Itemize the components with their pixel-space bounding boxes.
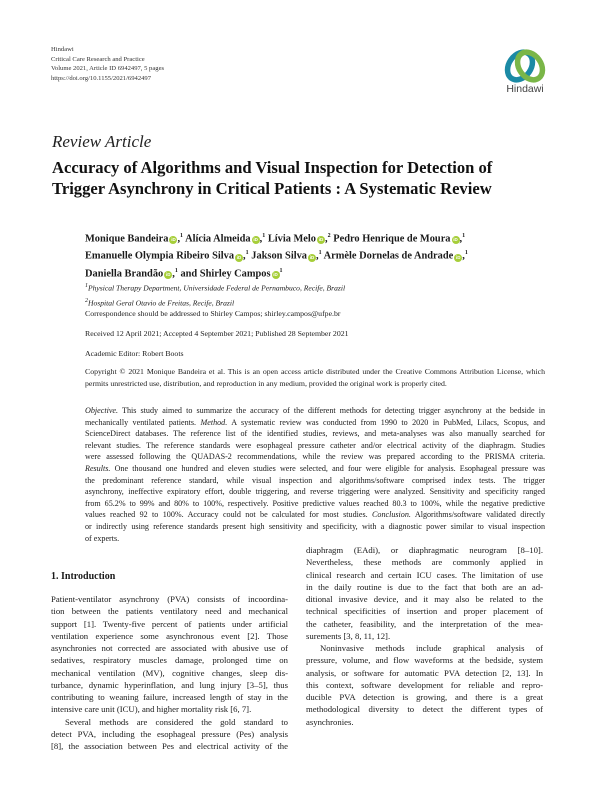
paragraph-line: intensive care unit (ICU), and higher mortality risk [6, 7]. [51, 704, 252, 715]
publication-dates: Received 12 April 2021; Accepted 4 September 2021; Published 28 September 2021 [85, 329, 349, 338]
paragraph-line: ventilation experience some asynchronous event [2]. Those [51, 630, 288, 641]
paragraph-line: technical specificities of insertion and proper placement of [306, 606, 543, 617]
paragraph-line: support [1]. Twenty-five percent of patients under artificial [51, 618, 288, 629]
logo-text: Hindawi [506, 83, 544, 95]
correspondence: Correspondence should be addressed to Shirley Campos; shirley.campos@ufpe.br [85, 309, 341, 318]
paragraph-line: clinical research and certain ICU cases. The limitation of use [306, 569, 543, 580]
affiliation-marker: 1 [464, 250, 468, 257]
orcid-icon[interactable]: iD [273, 272, 278, 278]
paragraph-line: the catheter, feasibility, and the interpretation of the mea- [306, 618, 543, 629]
abstract-text: A systematic review was conducted from 1990 to 2020 in PubMed, Lilacs, Scopus, and [227, 417, 545, 427]
author-name: Armèle Dornelas de Andrade [323, 250, 454, 262]
abstract-line [85, 463, 545, 475]
paragraph-line: analysis, or software for automatic PVA detection [2, 13]. In [306, 667, 543, 678]
affiliation-marker: 1 [262, 233, 266, 239]
abstract-text: asynchrony, ineffective expiratory effort, double triggering, and reverse triggering were analyzed. Sensitivity and specificity ranged [85, 487, 545, 497]
author-line: Emanuelle Olympia Ribeiro Silva iD ,$^1$ Jakson Silva iD ,$^1$ Armèle Dornelas de Andrade iD ,$^1$ [85, 250, 468, 262]
abstract-text: the predominant reference standard, while visual inspection and algorithms/software comprised index tests. The trigger [85, 475, 545, 485]
abstract-section-label: Results. [85, 463, 111, 473]
abstract-line [85, 440, 545, 452]
author-list [85, 229, 468, 281]
orcid-icon[interactable]: iD [171, 237, 176, 243]
author-name: Lívia Melo [267, 233, 317, 245]
orcid-icon[interactable]: iD [309, 254, 315, 260]
journal-header [51, 45, 164, 83]
author-name: Daniella Brandão [85, 268, 164, 280]
doi-link[interactable]: https://doi.org/10.1155/2021/6942497 [51, 74, 152, 82]
affiliation-marker: 1 [279, 267, 283, 274]
abstract-line [85, 475, 545, 487]
abstract-text: One thousand one hundred and eleven studies were selected, and four were eligible for analysis. Esophageal pressure was [110, 463, 545, 473]
paragraph-line: Patient-ventilator asynchrony (PVA) consists of incoordina- [51, 594, 288, 604]
publisher-name: Hindawi [51, 46, 74, 53]
abstract-line [85, 498, 545, 510]
paragraph-line: turbance, dynamic hyperinflation, and lung injury [3–5], thus [51, 679, 288, 690]
author-name: and Shirley Campos [180, 268, 271, 280]
orcid-icon[interactable]: iD [318, 237, 324, 243]
abstract-text: Algorithms/software validated directly [410, 510, 545, 520]
abstract-line [85, 486, 545, 498]
volume-info: Volume 2021, Article ID 6942497, 5 pages [51, 65, 165, 73]
abstract-line [85, 533, 545, 545]
abstract-text: This study aimed to summarize the accuracy of the different methods for detecting trigger asynchrony at the bedside in [118, 406, 545, 415]
abstract-section-label: Objective. [85, 406, 119, 415]
article-title [52, 157, 572, 199]
title-line: Accuracy of Algorithms and Visual Inspection for Detection of [52, 158, 493, 177]
paragraph-line: sedatives, respiratory muscles damage, prolonged time on [51, 655, 288, 666]
abstract [85, 405, 545, 544]
paragraph-line: this context, software development for reliable and repro- [306, 679, 543, 690]
abstract-line [85, 521, 545, 533]
abstract-text: mechanically ventilated patients. [85, 417, 201, 427]
abstract-line [85, 428, 545, 440]
paragraph-line: pressure, volume, and flow waveforms at the bedside, system [306, 655, 543, 666]
hindawi-logo [498, 48, 552, 100]
affiliation-marker: 1 [462, 233, 466, 239]
affiliation-marker: 1 [174, 267, 178, 274]
orcid-icon[interactable]: iD [455, 254, 461, 260]
affiliation-marker: 1 [180, 233, 184, 239]
paragraph-line: surements [3, 8, 11, 12]. [306, 630, 391, 641]
affiliation-marker: 2 [327, 233, 331, 239]
abstract-text: or indirectly using reference standards present high sensitivity and specificity, with a diagnostic power similar to visual inspection [85, 521, 545, 531]
orcid-icon[interactable]: iD [236, 254, 242, 260]
abstract-line [85, 509, 545, 521]
author-name: Monique Bandeira [85, 233, 169, 245]
copyright-notice: Copyright © 2021 Monique Bandeira et al. This is an open access article distributed under the Creative Commons Attribution License, which permits unrestricted use, distribution, and reproduction in any medium, provided the original work is properly cited. [85, 367, 545, 388]
orcid-icon[interactable]: iD [453, 237, 458, 243]
paragraph-line: tion between the patients ventilatory need and mechanical [51, 606, 288, 617]
body-column-right [306, 544, 543, 728]
affiliation: $^1$Physical Therapy Department, Universidade Federal de Pernambuco, Recife, Brazil [85, 283, 346, 293]
hindawi-rings-icon [498, 48, 552, 84]
paragraph-line: Noninvasive methods include graphical analysis of [320, 643, 543, 653]
abstract-section-label: Method. [200, 417, 228, 427]
body-column-left [51, 593, 288, 752]
abstract-text: of experts. [85, 533, 120, 543]
abstract-text: from 65.2% to 99% and 80% to 100%, respectively. Positive predictive values reached 80.3 to 100%, while the negative predictive [85, 498, 545, 508]
affiliations [85, 280, 345, 309]
paragraph-line: Nevertheless, these methods are commonly applied in [306, 557, 543, 568]
paragraph-line: [8], the association between Pes and electrical activity of the [51, 741, 288, 751]
abstract-text: values reached 92 to 100%. Accuracy could not be calculated for most studies. [85, 510, 373, 520]
author-name: Alícia Almeida [185, 233, 251, 245]
paragraph-line: mechanical ventilation (MV), cognitive changes, sleep dis- [51, 667, 288, 678]
paragraph-line: methodological diversity to detect the different types of [306, 704, 543, 715]
paragraph-line: asynchronies not corrected are associated with abusive use of [51, 643, 288, 653]
title-line: Trigger Asynchrony in Critical Patients : A Systematic Review [52, 179, 492, 198]
affiliation-marker: 1 [245, 250, 249, 257]
affiliation: $^2$Hospital Geral Otavio de Freitas, Recife, Brazil [85, 297, 235, 308]
article-type: Review Article [52, 132, 152, 151]
affiliation-marker: 1 [318, 250, 322, 257]
orcid-icon[interactable]: iD [253, 237, 258, 243]
abstract-text: were assessed following the QUADAS-2 recommendations, while the review was prepared according to the PRISMA criteria. [85, 452, 545, 462]
author-name: Jakson Silva [251, 250, 307, 262]
abstract-text: ScienceDirect databases. The reference list of the identified studies, reviews, and meta-analyses was also manually searched for [85, 429, 545, 439]
abstract-line [85, 405, 545, 417]
paragraph-line: detect PVA, including the esophageal pressure (Pes) analysis [51, 728, 288, 739]
section-heading: 1. Introduction [51, 571, 116, 582]
journal-name: Critical Care Research and Practice [51, 55, 145, 63]
paragraph-line: ducible PVA detection is growing, and there is a great [306, 692, 543, 702]
author-line: Daniella Brandão iD ,$^1$ and Shirley Campos $iD^1$ [85, 267, 283, 280]
abstract-line [85, 417, 545, 429]
author-name: Pedro Henrique de Moura [333, 233, 451, 245]
paragraph-line: in the daily routine is due to the fact that both are an ad- [306, 581, 543, 592]
abstract-section-label: Conclusion. [372, 510, 411, 520]
paragraph-line: diaphragm (EAdi), or diaphragmatic neurogram [8–10]. [306, 545, 543, 555]
paragraph-line: Several methods are considered the gold standard to [65, 716, 288, 727]
paragraph-line: ditional invasive device, and it may also be related to the [306, 594, 543, 604]
author-name: Emanuelle Olympia Ribeiro Silva [85, 250, 235, 262]
orcid-icon[interactable]: iD [165, 272, 171, 278]
academic-editor: Academic Editor: Robert Boots [85, 349, 184, 358]
author-line: Monique Bandeira iD ,$^1$ Alícia Almeida iD ,$^1$ Lívia Melo iD ,$^2$ Pedro Henrique de Moura iD ,$^1$ [85, 233, 466, 245]
abstract-text: relevant studies. The reference standards were esophageal pressure catheter and/or electrical activity of the diaphragm. Studies [85, 440, 545, 450]
paragraph-line: contributing to weaning failure, increased length of stay in the [51, 692, 288, 702]
paragraph-line: asynchronies. [306, 716, 354, 727]
abstract-line [85, 451, 545, 463]
